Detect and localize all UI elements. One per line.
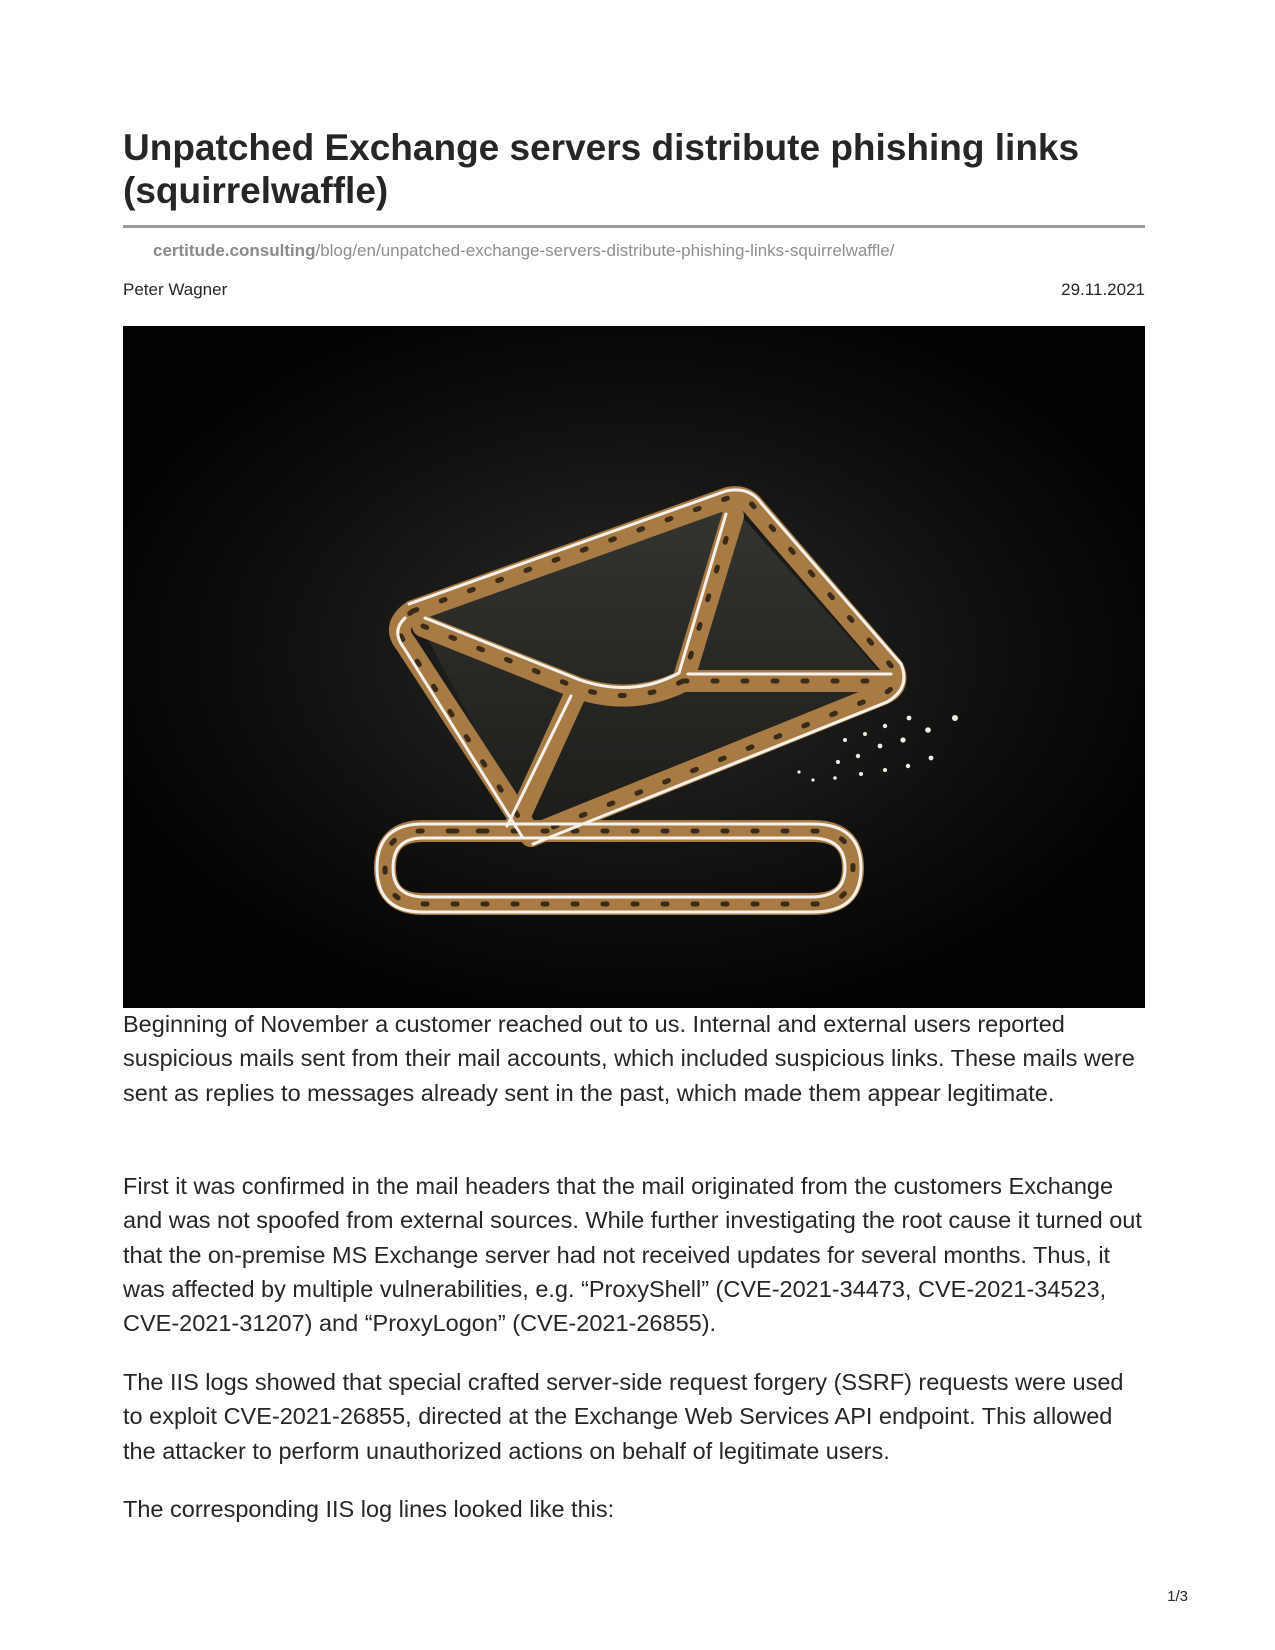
- source-url[interactable]: [153, 240, 894, 262]
- paragraph-4: The corresponding IIS log lines looked like this:: [123, 1496, 615, 1522]
- source-url-domain: certitude.consulting: [153, 241, 316, 260]
- page-number: 1/3: [1167, 1588, 1188, 1605]
- neon-envelope-icon: [123, 326, 1145, 1008]
- article-title: Unpatched Exchange servers distribute phishing links (squirrelwaffle): [123, 127, 1080, 211]
- article-author: Peter Wagner: [123, 280, 228, 299]
- article-date: 29.11.2021: [1061, 280, 1145, 299]
- paragraph-2: First it was confirmed in the mail headers that the mail originated from the customers Exchange and was not spoofed from external sources. While further investigating the root cause it turned out that the on-premise MS Exchange server had not received updates for several months. Thus, it was affected by multiple vulnerabilities, e.g. “ProxyShell” (CVE-2021-34473, CVE-2021-34523, CVE-2021-31207) and “ProxyLogon” (CVE-2021-26855).: [123, 1173, 1142, 1337]
- title-divider: [123, 225, 1145, 228]
- hero-image: [123, 326, 1145, 1008]
- paragraph-3: The IIS logs showed that special crafted server-side request forgery (SSRF) requests were used to exploit CVE-2021-26855, directed at the Exchange Web Services API endpoint. This allowed the attacker to perform unauthorized actions on behalf of legitimate users.: [123, 1369, 1124, 1464]
- paragraph-1: Beginning of November a customer reached out to us. Internal and external users reported suspicious mails sent from their mail accounts, which included suspicious links. These mails were sent as replies to messages already sent in the past, which made them appear legitimate.: [123, 1011, 1135, 1106]
- source-url-path: /blog/en/unpatched-exchange-servers-distribute-phishing-links-squirrelwaffle/: [315, 241, 895, 260]
